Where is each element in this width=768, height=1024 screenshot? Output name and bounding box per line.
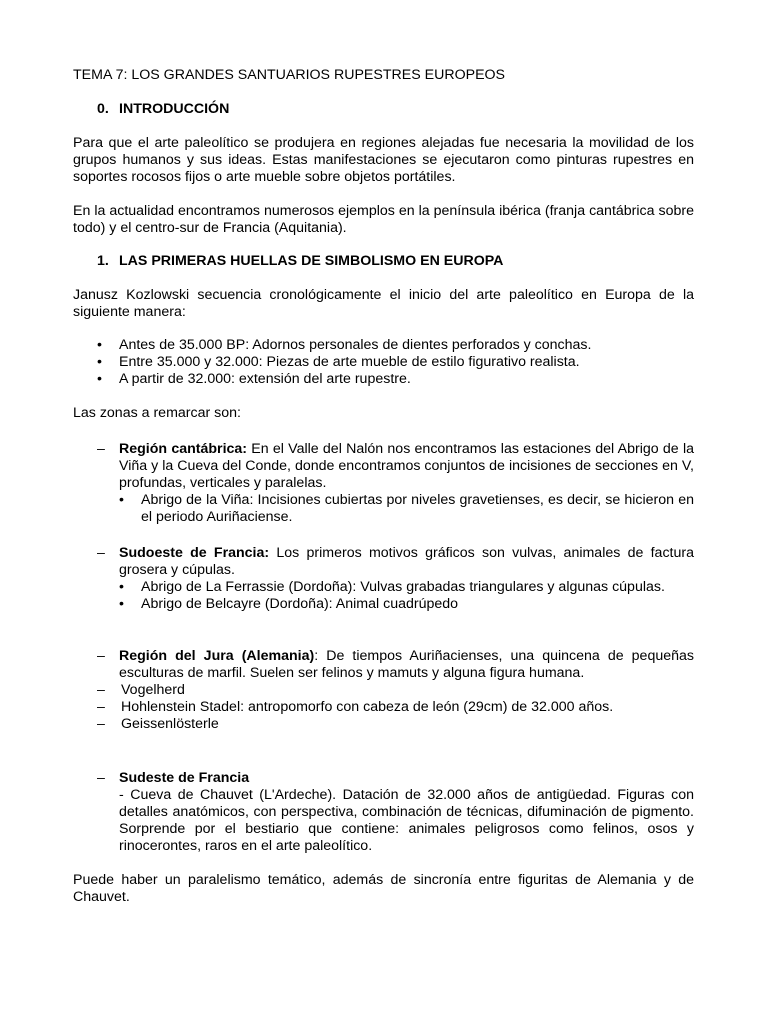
zone-name: Sudeste de Francia [119, 770, 250, 786]
zone-cantabrica [97, 441, 694, 526]
dash-marker: – [97, 770, 105, 786]
section-title: LAS PRIMERAS HUELLAS DE SIMBOLISMO EN EUROPA [119, 253, 504, 269]
dash-marker: – [97, 441, 105, 457]
zone-sudeste-francia [97, 770, 694, 855]
zone-text: Los primeros motivos gráficos son vulvas, animales de factura grosera y cúpulas. [119, 545, 694, 578]
zone-text: En el Valle del Nalón nos encontramos las estaciones del Abrigo de la Viña y la Cueva del Conde, donde encontramos conjuntos de incisiones de secciones en V, profundas, verticales y paralelas. [119, 441, 694, 491]
paragraph-kozlowski: Janusz Kozlowski secuencia cronológicamente el inicio del arte paleolítico en Europa de la siguiente manera: [73, 287, 694, 320]
section-number: 1. [97, 253, 109, 269]
zone-name: Región del Jura (Alemania) [119, 648, 315, 664]
list-item: – Hohlenstein Stadel: antropomorfo con cabeza de león (29cm) de 32.000 años. [97, 699, 694, 716]
list-item: • Abrigo de Belcayre (Dordoña): Animal cuadrúpedo [119, 596, 694, 613]
chronology-list [97, 337, 694, 388]
section-title: INTRODUCCIÓN [119, 101, 230, 117]
section-0-heading [97, 101, 229, 118]
paragraph-zones-intro: Las zonas a remarcar son: [73, 405, 241, 421]
zone-name: Región cantábrica: [119, 441, 248, 457]
zone-sudoeste-francia [97, 545, 694, 613]
dash-marker: – [97, 648, 105, 664]
list-item: – Vogelherd [97, 682, 694, 699]
zone-name: Sudoeste de Francia: [119, 545, 270, 561]
list-item: • Abrigo de La Ferrassie (Dordoña): Vulvas grabadas triangulares y algunas cúpulas. [119, 579, 694, 596]
list-item: • A partir de 32.000: extensión del arte rupestre. [97, 371, 694, 388]
section-number: 0. [97, 101, 109, 117]
zone-text: - Cueva de Chauvet (L'Ardeche). Datación de 32.000 años de antigüedad. Figuras con detalles anatómicos, con perspectiva, combinación de técnicas, difuminación de pigmento. Sorprende por el bestiario que contiene: animales peligrosos como felinos, osos y rinocerontes, raros en el arte paleolítico. [119, 787, 694, 854]
paragraph-intro-2: En la actualidad encontramos numerosos ejemplos en la península ibérica (franja cantábrica sobre todo) y el centro-sur de Francia (Aquitania). [73, 203, 694, 236]
paragraph-conclusion: Puede haber un paralelismo temático, además de sincronía entre figuritas de Alemania y de Chauvet. [73, 872, 694, 905]
list-item: • Entre 35.000 y 32.000: Piezas de arte mueble de estilo figurativo realista. [97, 354, 694, 371]
zone-jura-alemania [97, 648, 694, 733]
zone-sites [97, 682, 694, 733]
list-item: • Antes de 35.000 BP: Adornos personales de dientes perforados y conchas. [97, 337, 694, 354]
dash-marker: – [97, 545, 105, 561]
paragraph-intro-1: Para que el arte paleolítico se produjera en regiones alejadas fue necesaria la movilidad de los grupos humanos y sus ideas. Estas manifestaciones se ejecutaron como pinturas rupestres en soportes rocosos fijos o arte mueble sobre objetos portátiles. [73, 135, 694, 185]
zone-text: : De tiempos Auriñacienses, una quincena de pequeñas esculturas de marfil. Suelen ser felinos y mamuts y alguna figura humana. [119, 648, 694, 681]
zone-sites [119, 492, 694, 526]
list-item: – Geissenlösterle [97, 716, 694, 733]
zone-sites [119, 579, 694, 613]
section-1-heading [97, 253, 503, 270]
list-item: • Abrigo de la Viña: Incisiones cubiertas por niveles gravetienses, es decir, se hicieron en el periodo Auriñaciense. [119, 492, 694, 526]
document-title: TEMA 7: LOS GRANDES SANTUARIOS RUPESTRES EUROPEOS [73, 67, 506, 83]
